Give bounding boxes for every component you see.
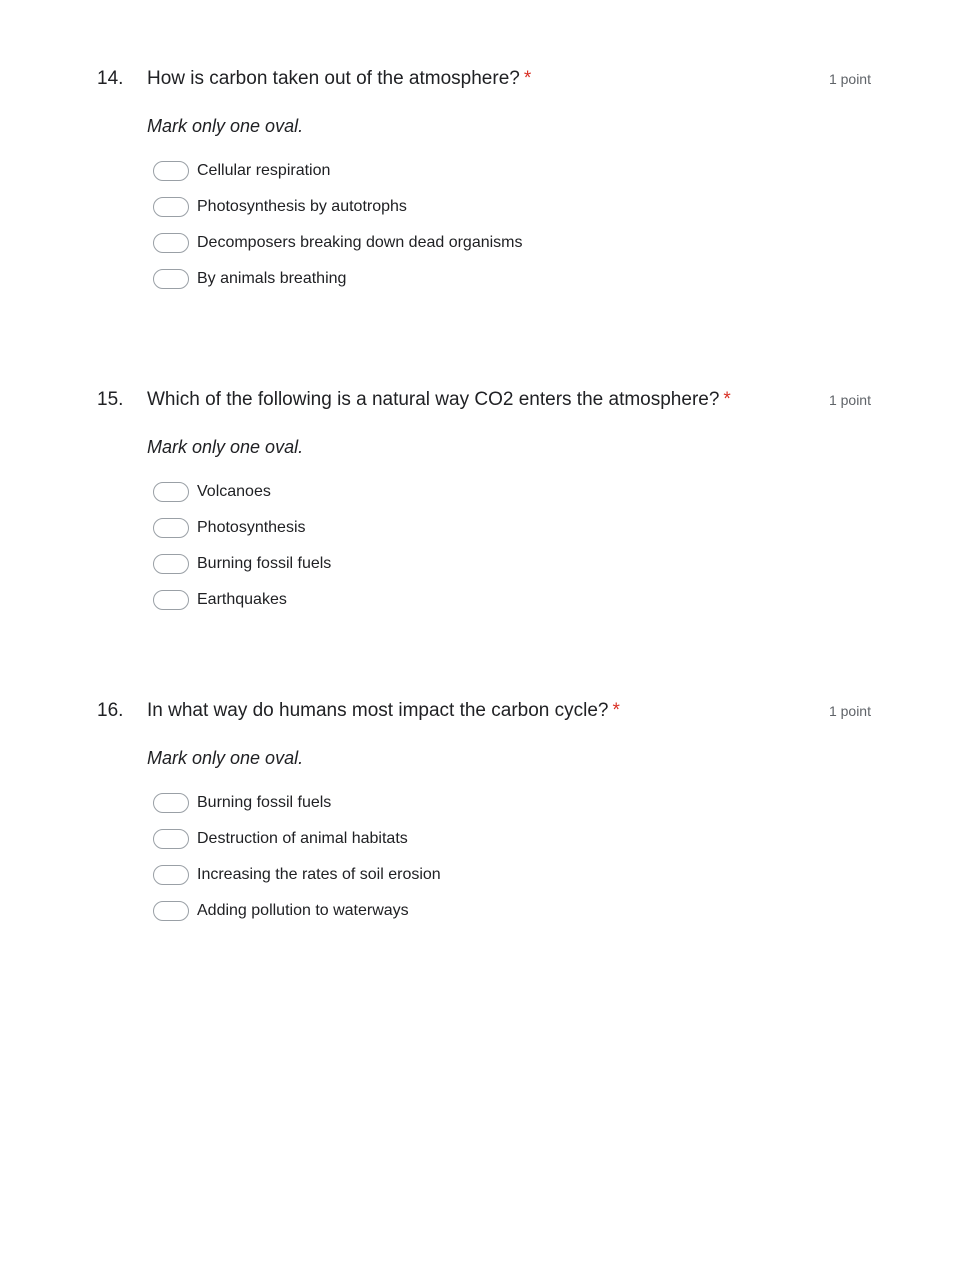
option-label: Decomposers breaking down dead organisms <box>197 234 523 251</box>
radio-oval[interactable] <box>153 554 189 574</box>
option-label: Adding pollution to waterways <box>197 902 409 919</box>
radio-oval[interactable] <box>153 197 189 217</box>
question-number: 14. <box>97 68 124 89</box>
question-text <box>147 67 531 91</box>
option-row[interactable] <box>153 510 331 546</box>
radio-oval[interactable] <box>153 269 189 289</box>
points-label: 1 point <box>828 703 871 719</box>
options-list <box>153 474 331 618</box>
radio-oval[interactable] <box>153 865 189 885</box>
radio-oval[interactable] <box>153 482 189 502</box>
radio-oval[interactable] <box>153 161 189 181</box>
option-row[interactable] <box>153 189 523 225</box>
question-title: Which of the following is a natural way CO2 enters the atmosphere? <box>147 389 720 410</box>
option-label: Photosynthesis <box>197 519 306 536</box>
instruction-text: Mark only one oval. <box>147 437 304 457</box>
question-title: In what way do humans most impact the carbon cycle? <box>147 700 609 721</box>
option-label: Earthquakes <box>197 591 287 608</box>
option-row[interactable] <box>153 546 331 582</box>
radio-oval[interactable] <box>153 518 189 538</box>
option-label: Photosynthesis by autotrophs <box>197 198 407 215</box>
option-label: Burning fossil fuels <box>197 555 332 572</box>
option-row[interactable] <box>153 582 331 618</box>
question-title: How is carbon taken out of the atmosphere? <box>147 68 520 89</box>
option-row[interactable] <box>153 474 331 510</box>
option-label: Cellular respiration <box>197 162 331 179</box>
option-row[interactable] <box>153 785 441 821</box>
question-number: 15. <box>97 389 124 410</box>
question-number: 16. <box>97 700 124 721</box>
radio-oval[interactable] <box>153 233 189 253</box>
instruction-text: Mark only one oval. <box>147 748 304 768</box>
radio-oval[interactable] <box>153 901 189 921</box>
option-row[interactable] <box>153 225 523 261</box>
required-asterisk: * <box>612 700 620 721</box>
option-row[interactable] <box>153 261 523 297</box>
option-label: Volcanoes <box>197 483 271 500</box>
question-text <box>147 388 731 412</box>
option-label: By animals breathing <box>197 270 347 287</box>
instruction-text: Mark only one oval. <box>147 116 304 136</box>
required-asterisk: * <box>723 389 731 410</box>
option-row[interactable] <box>153 893 441 929</box>
option-row[interactable] <box>153 857 441 893</box>
option-label: Increasing the rates of soil erosion <box>197 866 441 883</box>
option-label: Burning fossil fuels <box>197 794 332 811</box>
options-list <box>153 153 523 297</box>
option-label: Destruction of animal habitats <box>197 830 408 847</box>
option-row[interactable] <box>153 821 441 857</box>
option-row[interactable] <box>153 153 523 189</box>
points-label: 1 point <box>828 71 871 87</box>
radio-oval[interactable] <box>153 793 189 813</box>
radio-oval[interactable] <box>153 590 189 610</box>
required-asterisk: * <box>523 68 532 89</box>
question-text <box>147 699 620 723</box>
radio-oval[interactable] <box>153 829 189 849</box>
points-label: 1 point <box>828 392 871 408</box>
options-list <box>153 785 441 929</box>
